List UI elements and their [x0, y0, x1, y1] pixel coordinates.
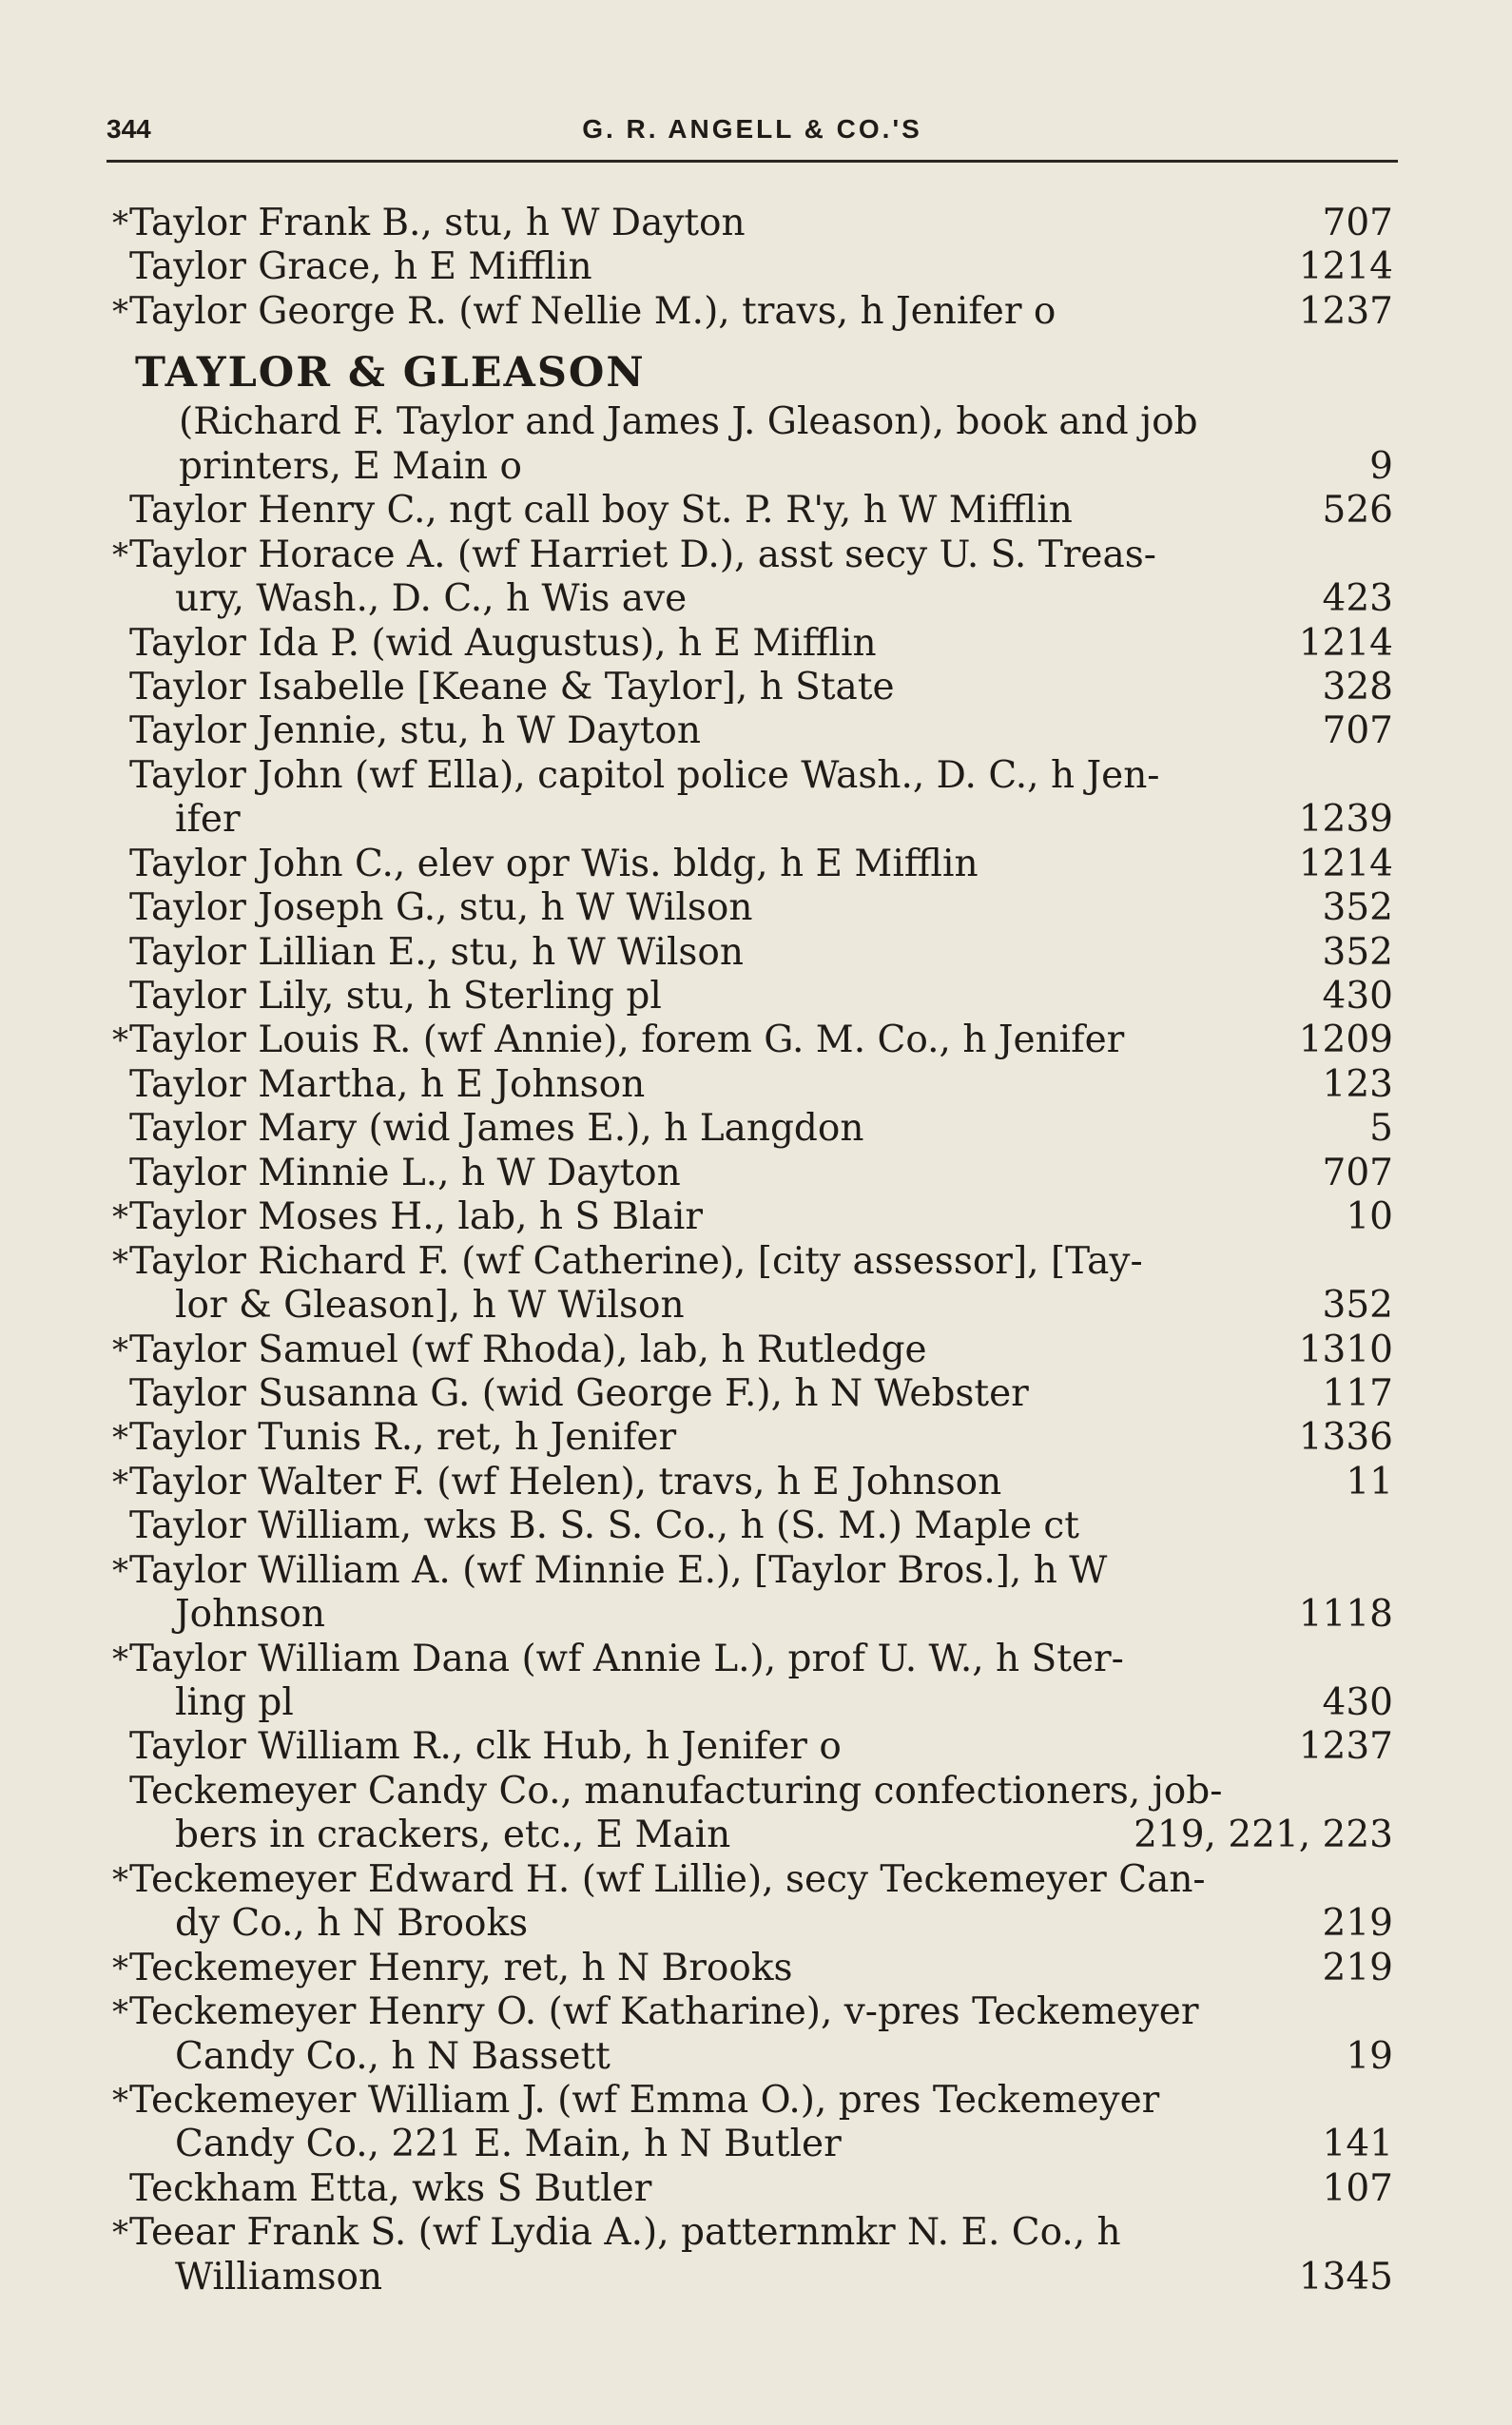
entry-text: Taylor Grace, h E Mifflin: [129, 245, 592, 289]
entry-text: Johnson: [175, 1593, 325, 1637]
star-marker: *: [112, 1419, 128, 1458]
running-title: G. R. ANGELL & CO.'S: [582, 114, 922, 144]
entry-text: Taylor Susanna G. (wid George F.), h N Webster: [129, 1371, 1029, 1415]
entry-text: Candy Co., h N Bassett: [175, 2034, 611, 2078]
entry-text: Williamson: [175, 2255, 383, 2299]
house-number: 423: [1322, 577, 1393, 621]
star-marker: *: [112, 2081, 128, 2120]
house-number: 352: [1322, 1284, 1393, 1328]
entry-continuation: [107, 577, 1393, 621]
directory-entry: [107, 1858, 1393, 1902]
house-number: 707: [1322, 202, 1393, 244]
entry-text: TAYLOR & GLEASON: [135, 349, 646, 398]
entry-text: Teckemeyer Henry, ret, h N Brooks: [129, 1946, 793, 1989]
directory-entry: [107, 709, 1393, 753]
entry-text: Taylor George R. (wf Nellie M.), travs, h Jenifer o: [129, 289, 1056, 333]
house-number: 219: [1322, 1946, 1393, 1989]
house-number: 11: [1346, 1460, 1393, 1504]
house-number: 141: [1322, 2123, 1393, 2166]
entry-text: Taylor Frank B., stu, h W Dayton: [129, 202, 746, 244]
directory-entry: [107, 1461, 1393, 1504]
directory-entry: [107, 290, 1393, 334]
directory-entry: [107, 1504, 1393, 1548]
entry-text: Taylor Louis R. (wf Annie), forem G. M. Co., h Jenifer: [129, 1018, 1125, 1062]
entry-text: Taylor William, wks B. S. S. Co., h (S. M.) Maple ct: [129, 1504, 1079, 1548]
star-marker: *: [112, 1021, 128, 1060]
directory-entry: [107, 202, 1393, 245]
directory-entry: [107, 666, 1393, 709]
directory-entry: [107, 754, 1393, 798]
star-marker: *: [112, 1242, 128, 1281]
entry-text: Taylor Tunis R., ret, h Jenifer: [129, 1416, 677, 1460]
directory-entry: [107, 1107, 1393, 1151]
directory-entry: [107, 245, 1393, 289]
house-number: 10: [1346, 1195, 1393, 1239]
star-marker: *: [112, 535, 128, 574]
directory-entry: [107, 534, 1393, 577]
directory-entry: [107, 1195, 1393, 1239]
house-number: 1237: [1298, 1725, 1393, 1769]
star-marker: *: [112, 292, 128, 331]
star-marker: *: [112, 204, 128, 242]
directory-entry: [107, 1770, 1393, 1814]
star-marker: *: [112, 1860, 128, 1899]
page-header: [107, 112, 1398, 163]
entry-text: Taylor Minnie L., h W Dayton: [129, 1151, 681, 1194]
directory-entry: [107, 931, 1393, 975]
directory-entry: [107, 1990, 1393, 2034]
directory-entry: [107, 2079, 1393, 2123]
entry-continuation: [107, 798, 1393, 842]
directory-entry: [107, 2211, 1393, 2255]
directory-entry: [107, 975, 1393, 1018]
directory-entry: [107, 1638, 1393, 1681]
entry-text: ury, Wash., D. C., h Wis ave: [175, 577, 688, 621]
house-number: 1209: [1298, 1018, 1393, 1062]
entry-text: Taylor Moses H., lab, h S Blair: [129, 1195, 703, 1239]
entry-text: Teckemeyer Edward H. (wf Lillie), secy Teckemeyer Can-: [129, 1857, 1206, 1901]
entry-text: ifer: [175, 798, 241, 842]
entry-text: printers, E Main o: [179, 444, 522, 488]
star-marker: *: [112, 1993, 128, 2032]
entry-text: Taylor Joseph G., stu, h W Wilson: [129, 886, 753, 930]
entry-text: Candy Co., 221 E. Main, h N Butler: [175, 2123, 842, 2166]
house-number: 5: [1369, 1107, 1393, 1151]
house-number: 1345: [1298, 2255, 1393, 2299]
directory-entry: [107, 1372, 1393, 1416]
house-number: 1214: [1298, 842, 1393, 885]
entry-text: Taylor William Dana (wf Annie L.), prof U. W., h Ster-: [129, 1637, 1124, 1680]
star-marker: *: [112, 2214, 128, 2253]
entry-text: Teckemeyer William J. (wf Emma O.), pres Teckemeyer: [129, 2078, 1160, 2122]
star-marker: *: [112, 1639, 128, 1678]
entry-text: dy Co., h N Brooks: [175, 1902, 529, 1946]
entry-text: Taylor John C., elev opr Wis. bldg, h E Mifflin: [129, 842, 979, 885]
entry-text: Taylor Lillian E., stu, h W Wilson: [129, 930, 745, 974]
star-marker: *: [112, 1949, 128, 1988]
house-number: 328: [1322, 665, 1393, 708]
entry-continuation: [107, 1593, 1393, 1637]
entry-text: lor & Gleason], h W Wilson: [175, 1284, 685, 1328]
entry-text: Taylor Horace A. (wf Harriet D.), asst secy U. S. Treas-: [129, 533, 1156, 576]
entry-text: Taylor Ida P. (wid Augustus), h E Mifflin: [129, 621, 877, 665]
entry-text: Taylor Samuel (wf Rhoda), lab, h Rutledge: [129, 1328, 927, 1371]
directory-entry: [107, 843, 1393, 886]
page-number: 344: [107, 114, 151, 144]
entry-text: Taylor Henry C., ngt call boy St. P. R'y, h W Mifflin: [129, 489, 1073, 533]
entry-text: (Richard F. Taylor and James J. Gleason), book and job: [179, 400, 1198, 444]
star-marker: *: [112, 1330, 128, 1369]
firm-entry-line: [107, 445, 1393, 489]
entry-text: Taylor Jennie, stu, h W Dayton: [129, 709, 701, 753]
entry-text: Taylor Martha, h E Johnson: [129, 1062, 646, 1106]
house-number: 430: [1322, 975, 1393, 1018]
directory-entry: [107, 1063, 1393, 1107]
house-number: 9: [1369, 444, 1393, 488]
house-number: 117: [1322, 1371, 1393, 1415]
star-marker: *: [112, 1551, 128, 1590]
entry-text: Taylor William A. (wf Minnie E.), [Taylor Bros.], h W: [129, 1548, 1108, 1592]
entry-continuation: [107, 1814, 1393, 1857]
directory-entry: [107, 1240, 1393, 1284]
entry-continuation: [107, 1681, 1393, 1725]
house-number: 1237: [1298, 289, 1393, 333]
firm-entry-line: [107, 400, 1393, 444]
house-number: 219: [1322, 1902, 1393, 1946]
house-number: 352: [1322, 930, 1393, 974]
entry-text: Teckham Etta, wks S Butler: [129, 2166, 652, 2210]
entry-text: Teear Frank S. (wf Lydia A.), patternmkr N. E. Co., h: [129, 2211, 1121, 2255]
entry-continuation: [107, 1902, 1393, 1946]
entry-continuation: [107, 2035, 1393, 2079]
entry-text: Taylor William R., clk Hub, h Jenifer o: [129, 1725, 842, 1769]
house-number: 219, 221, 223: [1134, 1814, 1393, 1857]
directory-entries: [107, 202, 1393, 2299]
entry-text: bers in crackers, etc., E Main: [175, 1814, 731, 1857]
star-marker: *: [112, 1463, 128, 1502]
house-number: 1336: [1298, 1416, 1393, 1460]
star-marker: *: [112, 1198, 128, 1237]
house-number: 19: [1346, 2034, 1393, 2078]
firm-heading: [107, 334, 1393, 400]
directory-entry: [107, 886, 1393, 930]
house-number: 526: [1322, 489, 1393, 533]
house-number: 1118: [1298, 1593, 1393, 1637]
house-number: 430: [1322, 1681, 1393, 1724]
entry-continuation: [107, 2256, 1393, 2299]
entry-text: Taylor Walter F. (wf Helen), travs, h E Johnson: [129, 1460, 1002, 1504]
entry-text: Taylor Mary (wid James E.), h Langdon: [129, 1107, 864, 1151]
entry-text: Teckemeyer Henry O. (wf Katharine), v-pres Teckemeyer: [129, 1990, 1199, 2034]
house-number: 707: [1322, 709, 1393, 753]
directory-entry: [107, 1549, 1393, 1593]
entry-text: Taylor Lily, stu, h Sterling pl: [129, 975, 662, 1018]
house-number: 123: [1322, 1062, 1393, 1106]
entry-text: ling pl: [175, 1681, 294, 1724]
house-number: 1214: [1298, 245, 1393, 289]
entry-continuation: [107, 2123, 1393, 2166]
entry-text: Taylor Isabelle [Keane & Taylor], h State: [129, 665, 895, 708]
house-number: 1239: [1298, 798, 1393, 842]
house-number: 352: [1322, 886, 1393, 930]
house-number: 1310: [1298, 1328, 1393, 1371]
directory-entry: [107, 1725, 1393, 1769]
directory-entry: [107, 1416, 1393, 1460]
directory-entry: [107, 622, 1393, 666]
house-number: 1214: [1298, 621, 1393, 665]
directory-entry: [107, 1947, 1393, 1990]
directory-entry: [107, 1152, 1393, 1195]
directory-entry: [107, 2167, 1393, 2211]
house-number: 107: [1322, 2166, 1393, 2210]
entry-continuation: [107, 1284, 1393, 1328]
directory-entry: [107, 489, 1393, 533]
entry-text: Taylor John (wf Ella), capitol police Wash., D. C., h Jen-: [129, 753, 1160, 797]
house-number: 707: [1322, 1151, 1393, 1194]
entry-text: Taylor Richard F. (wf Catherine), [city assessor], [Tay-: [129, 1239, 1143, 1283]
directory-entry: [107, 1018, 1393, 1062]
entry-text: Teckemeyer Candy Co., manufacturing confectioners, job-: [129, 1769, 1223, 1813]
directory-entry: [107, 1329, 1393, 1372]
